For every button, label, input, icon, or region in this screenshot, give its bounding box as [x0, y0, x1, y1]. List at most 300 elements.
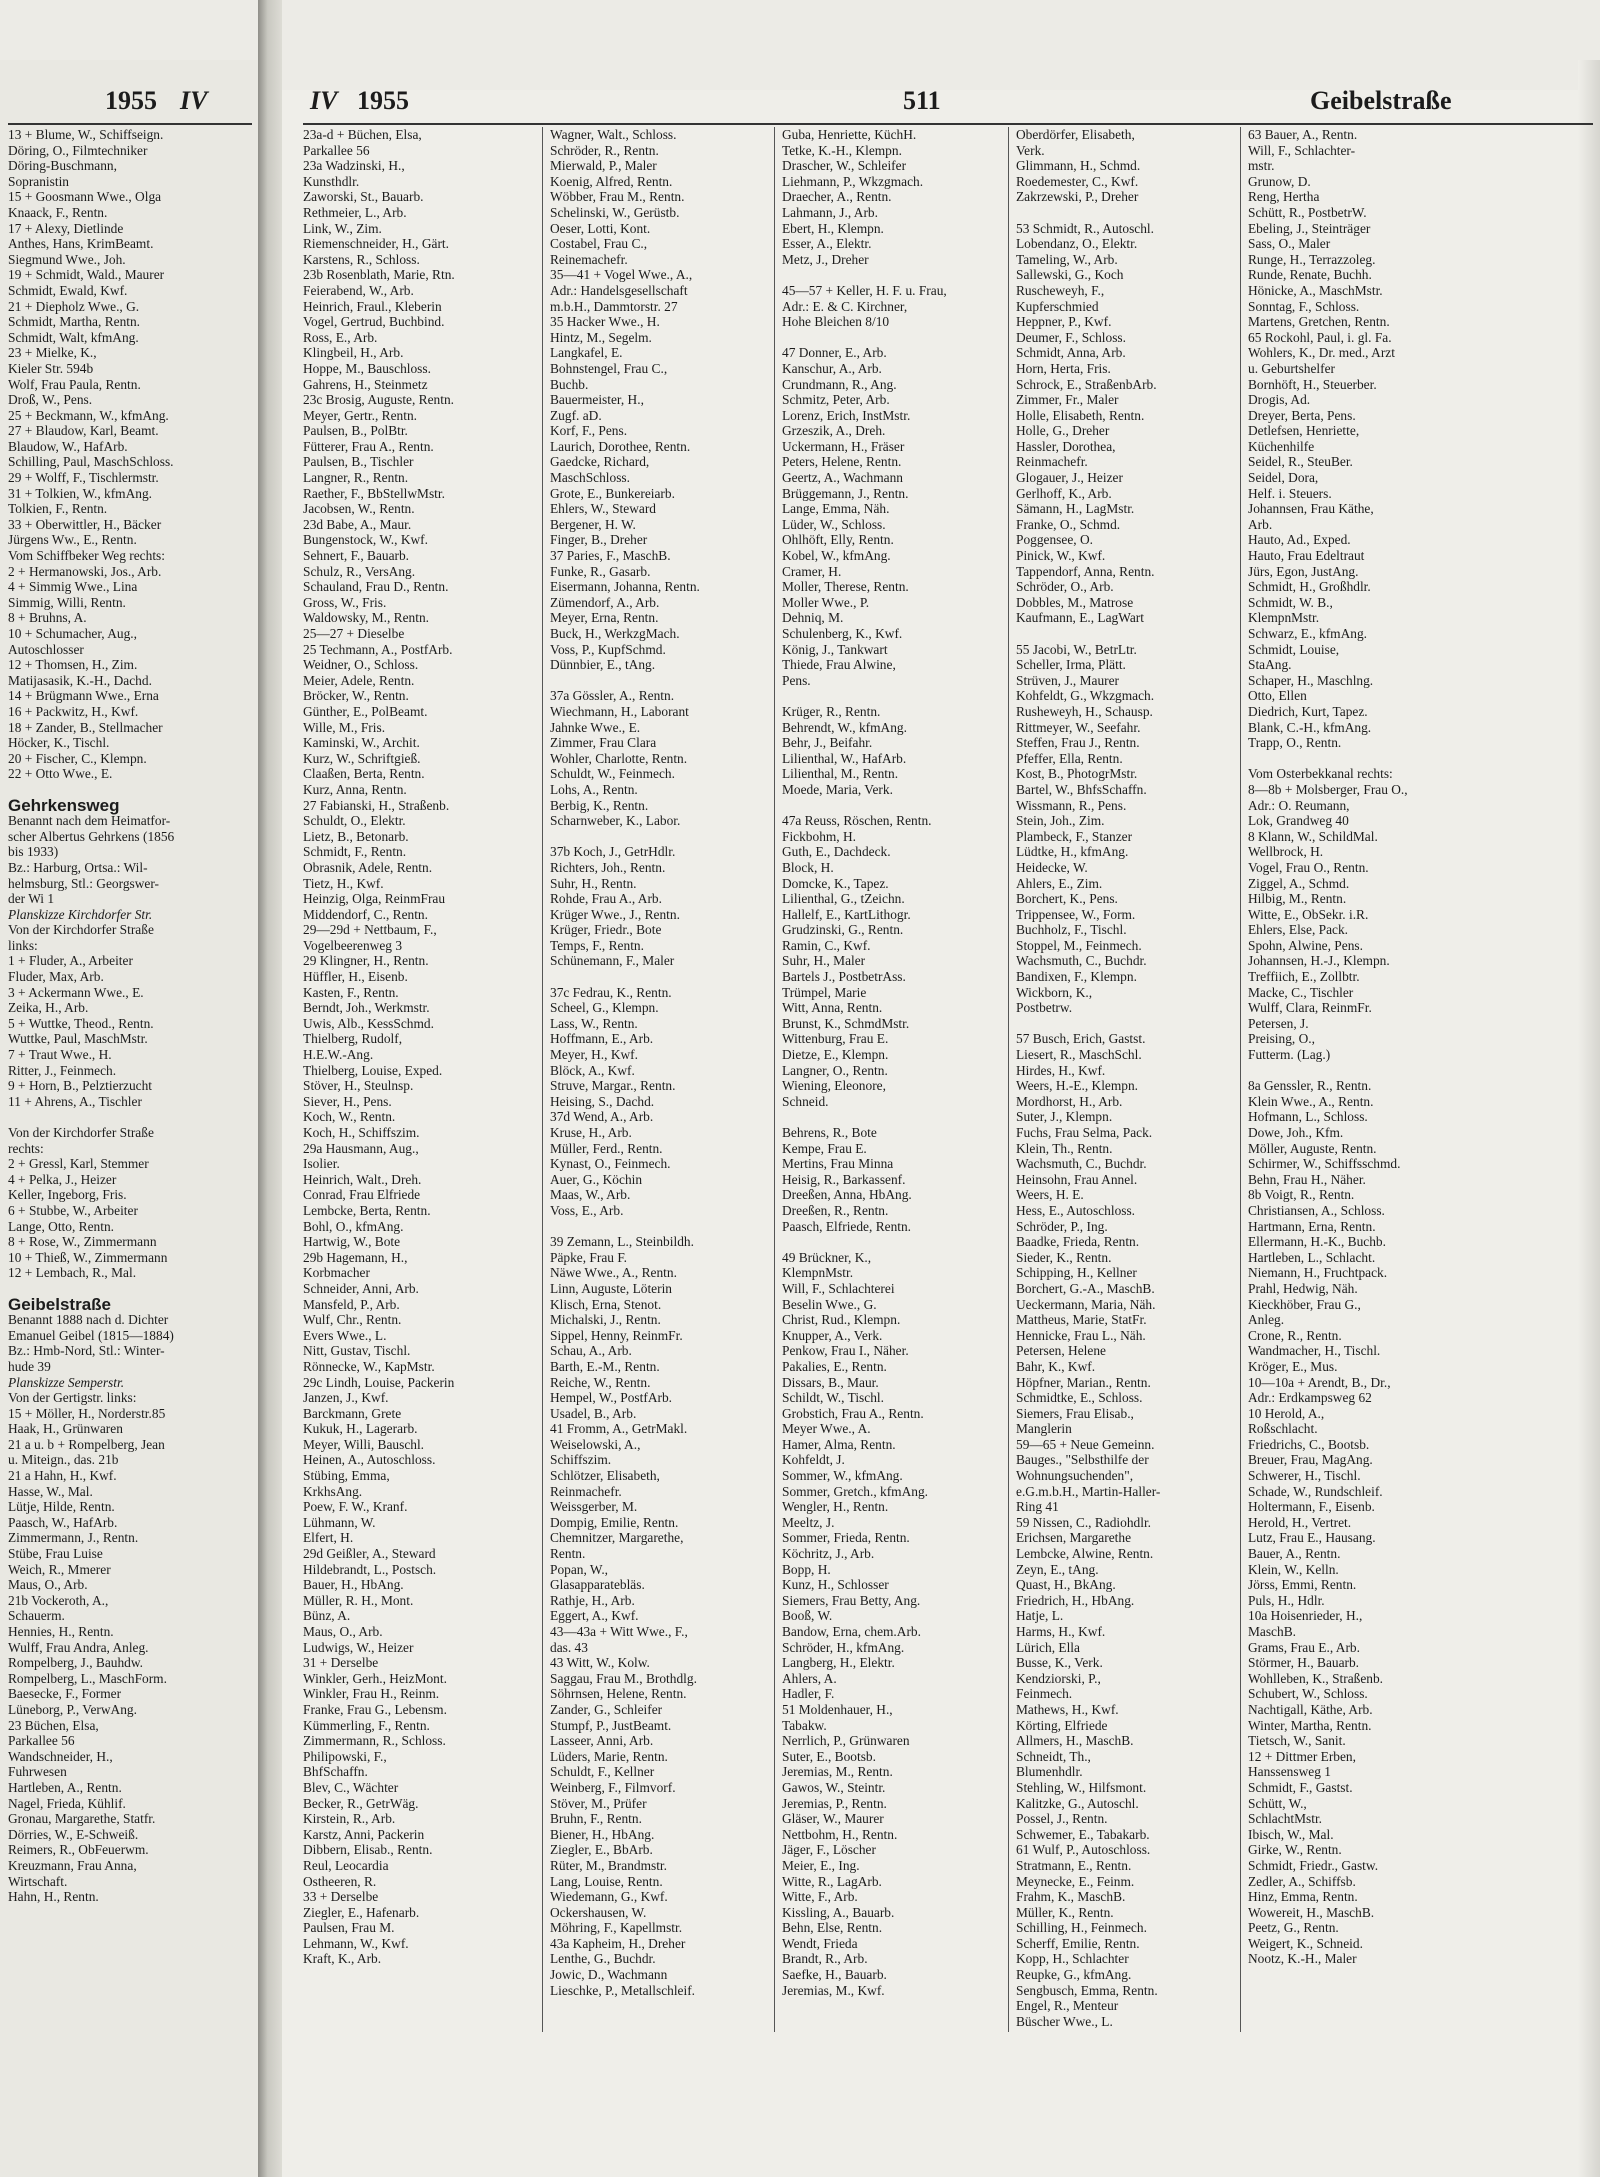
directory-entry: Zander, G., Schleifer	[550, 1701, 663, 1717]
directory-entry: 55 Jacobi, W., BetrLtr.	[1016, 641, 1137, 657]
directory-entry: Bz.: Harburg, Ortsa.: Wil-	[8, 859, 148, 875]
directory-entry: Sippel, Henny, ReinmFr.	[550, 1327, 683, 1343]
directory-entry: 37a Gössler, A., Rentn.	[550, 688, 675, 704]
directory-entry: Meyer Wwe., A.	[782, 1421, 871, 1437]
directory-entry: Krüger, R., Rentn.	[782, 703, 881, 719]
directory-entry: Buchb.	[550, 376, 589, 392]
directory-entry	[782, 1109, 992, 1125]
directory-entry: 12 + Dittmer Erben,	[1248, 1748, 1356, 1764]
directory-entry: 65 Rockohl, Paul, i. gl. Fa.	[1248, 329, 1392, 345]
directory-entry: 25 Techmann, A., PostfArb.	[303, 641, 453, 657]
directory-entry	[550, 969, 758, 985]
directory-entry: Schubert, W., Schloss.	[1248, 1686, 1368, 1702]
directory-entry: Vogelbeerenweg 3	[303, 937, 403, 953]
directory-entry: 33 + Oberwittler, H., Bäcker	[8, 516, 162, 532]
directory-entry: Chemnitzer, Margarethe,	[550, 1530, 684, 1546]
directory-entry: 29—29d + Nettbaum, F.,	[303, 922, 437, 938]
directory-entry: 41 Fromm, A., GetrMakl.	[550, 1421, 688, 1437]
directory-entry: Obrasnik, Adele, Rentn.	[303, 859, 433, 875]
directory-entry: Usadel, B., Arb.	[550, 1405, 637, 1421]
directory-entry: Witte, F., Arb.	[782, 1889, 858, 1905]
directory-entry: Petersen, Helene	[1016, 1343, 1106, 1359]
directory-entry: Witte, R., LagArb.	[782, 1873, 882, 1889]
directory-entry: 13 + Blume, W., Schiffseign.	[8, 127, 164, 142]
directory-entry: Schneid.	[782, 1093, 829, 1109]
directory-entry: 29 Klingner, H., Rentn.	[303, 953, 429, 969]
directory-entry: Heisig, R., Barkassenf.	[782, 1171, 906, 1187]
directory-entry: Jowic, D., Wachmann	[550, 1967, 668, 1983]
directory-entry: Meyer, H., Kwf.	[550, 1047, 638, 1063]
directory-entry: Kendziorski, P.,	[1016, 1670, 1101, 1686]
directory-entry: Drogis, Ad.	[1248, 392, 1311, 408]
directory-entry: Bruhn, F., Rentn.	[550, 1811, 642, 1827]
directory-entry: Futterm. (Lag.)	[1248, 1047, 1331, 1063]
directory-entry: Ritter, J., Feinmech.	[8, 1062, 117, 1078]
directory-entry: Lorenz, Erich, InstMstr.	[782, 407, 911, 423]
directory-entry: Lehmann, W., Kwf.	[303, 1935, 409, 1951]
directory-entry: 17 + Alexy, Dietlinde	[8, 220, 124, 236]
directory-entry: Dreeßen, Anna, HbAng.	[782, 1187, 912, 1203]
directory-entry: Bungenstock, W., Kwf.	[303, 532, 428, 548]
directory-entry: Autoschlosser	[8, 641, 84, 657]
directory-entry: Benannt 1888 nach d. Dichter	[8, 1312, 169, 1328]
directory-entry: Langner, R., Rentn.	[303, 470, 409, 486]
directory-entry: Schmidt, Friedr., Gastw.	[1248, 1857, 1379, 1873]
directory-entry: Dreeßen, R., Rentn.	[782, 1202, 889, 1218]
directory-entry: Strüven, J., Maurer	[1016, 672, 1120, 688]
directory-entry: Küchenhilfe	[1248, 438, 1315, 454]
directory-entry: Fuhrwesen	[8, 1764, 67, 1780]
directory-entry: Barth, E.-M., Rentn.	[550, 1358, 660, 1374]
directory-entry: Sieder, K., Rentn.	[1016, 1249, 1112, 1265]
directory-entry: Eggert, A., Kwf.	[550, 1608, 639, 1624]
directory-entry: Mansfeld, P., Arb.	[303, 1296, 400, 1312]
directory-entry: Hempel, W., PostfArb.	[550, 1390, 672, 1406]
directory-entry: Döring, O., Filmtechniker	[8, 142, 148, 158]
directory-entry: Seidel, Dora,	[1248, 470, 1319, 486]
directory-entry: Waldowsky, M., Rentn.	[303, 610, 430, 626]
directory-entry: Gahrens, H., Steinmetz	[303, 376, 428, 392]
directory-entry: Meier, Adele, Rentn.	[303, 672, 415, 688]
directory-entry: 7 + Traut Wwe., H.	[8, 1047, 112, 1063]
directory-entry: Hoffmann, E., Arb.	[550, 1031, 654, 1047]
directory-entry: Hintz, M., Segelm.	[550, 329, 652, 345]
directory-entry: BhfSchaffn.	[303, 1764, 368, 1780]
directory-entry: 8 + Bruhns, A.	[8, 610, 87, 626]
directory-entry: 21 + Diepholz Wwe., G.	[8, 298, 140, 314]
directory-entry: Müller, Ferd., Rentn.	[550, 1140, 663, 1156]
directory-entry: 47a Reuss, Röschen, Rentn.	[782, 813, 932, 829]
directory-entry: Lang, Louise, Rentn.	[550, 1873, 663, 1889]
directory-entry: 39 Zemann, L., Steinbildh.	[550, 1234, 694, 1250]
directory-entry: links:	[8, 937, 38, 953]
directory-entry: 23 Büchen, Elsa,	[8, 1717, 99, 1733]
directory-entry: Gronau, Margarethe, Statfr.	[8, 1811, 156, 1827]
directory-entry: Puls, H., Hdlr.	[1248, 1592, 1325, 1608]
directory-entry: Lahmann, J., Arb.	[782, 204, 878, 220]
directory-entry: Trippensee, W., Form.	[1016, 906, 1136, 922]
directory-entry: Funke, R., Gasarb.	[550, 563, 651, 579]
directory-entry: 27 + Blaudow, Karl, Beamt.	[8, 423, 159, 439]
directory-entry: Franke, Frau G., Lebensm.	[303, 1701, 447, 1717]
directory-entry: Stoppel, M., Feinmech.	[1016, 937, 1142, 953]
directory-entry: Nettbohm, H., Rentn.	[782, 1826, 898, 1842]
directory-entry: Manglerin	[1016, 1421, 1072, 1437]
directory-entry: 1 + Fluder, A., Arbeiter	[8, 953, 133, 969]
directory-entry: Peters, Helene, Rentn.	[782, 454, 902, 470]
directory-entry: Stöver, M., Prüfer	[550, 1795, 647, 1811]
directory-entry: Zimmermann, R., Schloss.	[303, 1733, 446, 1749]
directory-entry	[782, 798, 992, 814]
directory-entry: 22 + Otto Wwe., E.	[8, 766, 113, 782]
directory-entry: Schünemann, F., Maler	[550, 953, 675, 969]
directory-entry: Helf. i. Steuers.	[1248, 485, 1332, 501]
directory-entry: Plambeck, F., Stanzer	[1016, 828, 1133, 844]
directory-entry: Brandt, R., Arb.	[782, 1951, 868, 1967]
directory-entry: Dibbern, Elisab., Rentn.	[303, 1842, 433, 1858]
directory-entry: Kreuzmann, Frau Anna,	[8, 1857, 137, 1873]
directory-entry: Lilienthal, W., HafArb.	[782, 750, 907, 766]
directory-column-5	[1016, 127, 1226, 2029]
directory-entry: 51 Moldenhauer, H.,	[782, 1701, 893, 1717]
directory-entry: Schmidt, Walt, kfmAng.	[8, 329, 139, 345]
directory-entry: Girke, W., Rentn.	[1248, 1842, 1342, 1858]
directory-entry: Siemers, Frau Elisab.,	[1016, 1405, 1134, 1421]
directory-entry: Will, F., Schlachter-	[1248, 142, 1356, 158]
directory-entry: Runge, H., Terrazzoleg.	[1248, 251, 1376, 267]
directory-entry: Sonntag, F., Schloss.	[1248, 298, 1360, 314]
directory-entry: Schuldt, F., Kellner	[550, 1764, 655, 1780]
directory-entry: Roedemester, C., Kwf.	[1016, 173, 1139, 189]
directory-entry: Schütt, W.,	[1248, 1795, 1307, 1811]
directory-entry: Pakalies, E., Rentn.	[782, 1358, 887, 1374]
directory-entry: Verk.	[1016, 142, 1045, 158]
directory-entry: Benannt nach dem Heimatfor-	[8, 813, 171, 829]
directory-entry: Quast, H., BkAng.	[1016, 1577, 1116, 1593]
directory-entry: Moller Wwe., P.	[782, 594, 870, 610]
directory-entry: Linn, Auguste, Löterin	[550, 1280, 672, 1296]
directory-entry: Schmidt, Anna, Arb.	[1016, 345, 1126, 361]
directory-entry: Weidner, O., Schloss.	[303, 657, 419, 673]
directory-entry: Wissmann, R., Pens.	[1016, 797, 1127, 813]
directory-entry: Schwarz, E., kfmAng.	[1248, 626, 1367, 641]
directory-entry: Weers, H. E.	[1016, 1187, 1084, 1203]
directory-entry: Ehlers, W., Steward	[550, 501, 656, 517]
directory-entry: 19 + Schmidt, Wald., Maurer	[8, 267, 165, 283]
directory-entry: Behn, Else, Rentn.	[782, 1920, 883, 1936]
directory-entry: Adr.: E. & C. Kirchner,	[782, 298, 908, 314]
directory-entry: Grudzinski, G., Rentn.	[782, 922, 904, 938]
directory-entry: Scheel, G., Klempn.	[550, 1000, 659, 1016]
directory-entry: Hoppe, M., Bauschloss.	[303, 360, 431, 376]
directory-entry: Buchholz, F., Tischl.	[1016, 922, 1127, 938]
directory-entry: Bünz, A.	[303, 1608, 351, 1624]
directory-entry: Winkler, Frau H., Reinm.	[303, 1686, 440, 1702]
directory-entry: 8—8b + Molsberger, Frau O.,	[1248, 781, 1408, 797]
directory-entry: Crundmann, R., Ang.	[782, 376, 897, 392]
directory-entry: Jeremias, M., Kwf.	[782, 1982, 885, 1998]
directory-entry: Hennicke, Frau L., Näh.	[1016, 1327, 1146, 1343]
directory-entry: Franke, O., Schmd.	[1016, 516, 1121, 532]
directory-entry: Reng, Hertha	[1248, 189, 1320, 205]
directory-entry: Ehlers, Else, Pack.	[1248, 922, 1349, 938]
directory-entry: Zimmer, Frau Clara	[550, 735, 657, 751]
directory-entry: Beselin Wwe., G.	[782, 1296, 877, 1312]
directory-entry: Paasch, Elfriede, Rentn.	[782, 1218, 912, 1234]
directory-entry: Possel, J., Rentn.	[1016, 1811, 1108, 1827]
directory-entry: Krüger, Friedr., Bote	[550, 922, 662, 938]
directory-entry: Michalski, J., Rentn.	[550, 1312, 661, 1328]
directory-entry: Schmidt, F., Rentn.	[303, 844, 407, 860]
directory-entry: Wowereit, H., MaschB.	[1248, 1904, 1375, 1920]
directory-entry: 23a-d + Büchen, Elsa,	[303, 127, 422, 142]
directory-entry: Anthes, Hans, KrimBeamt.	[8, 236, 154, 252]
directory-entry: Reinmachefr.	[550, 1483, 622, 1499]
column-rule	[1008, 127, 1009, 2032]
directory-entry: 23b Rosenblath, Marie, Rtn.	[303, 267, 455, 283]
directory-entry: Weers, H.-E., Klempn.	[1016, 1078, 1139, 1094]
directory-entry: Drascher, W., Schleifer	[782, 158, 907, 174]
directory-entry: Schauland, Frau D., Rentn.	[303, 579, 449, 595]
directory-entry: 35—41 + Vogel Wwe., A.,	[550, 267, 693, 283]
directory-entry: Gawos, W., Steintr.	[782, 1779, 886, 1795]
directory-entry: Gläser, W., Maurer	[782, 1811, 884, 1827]
directory-entry: Dobbles, M., Matrose	[1016, 594, 1134, 610]
directory-entry: Behr, J., Beifahr.	[782, 735, 873, 751]
directory-entry: Kissling, A., Bauarb.	[782, 1904, 895, 1920]
directory-entry: Uckermann, H., Fräser	[782, 438, 905, 454]
directory-entry: Hartwig, W., Bote	[303, 1234, 401, 1250]
directory-entry: Borchert, G.-A., MaschB.	[1016, 1280, 1155, 1296]
directory-entry: Vom Osterbekkanal rechts:	[1248, 766, 1393, 782]
directory-entry: Ohlhöft, Elly, Rentn.	[782, 532, 894, 548]
directory-entry: Meyer, Erna, Rentn.	[550, 610, 659, 626]
directory-entry: Trümpel, Marie	[782, 984, 867, 1000]
directory-entry: 43 Witt, W., Kolw.	[550, 1655, 650, 1671]
directory-entry: 37d Wend, A., Arb.	[550, 1109, 654, 1125]
directory-entry: Rönnecke, W., KapMstr.	[303, 1358, 435, 1374]
directory-entry: KlempnMstr.	[782, 1265, 854, 1281]
directory-entry: Schiffszim.	[550, 1452, 612, 1468]
directory-entry: Wohlers, K., Dr. med., Arzt	[1248, 345, 1395, 361]
directory-entry: Kost, B., PhotogrMstr.	[1016, 766, 1138, 782]
directory-entry: Meeltz, J.	[782, 1514, 835, 1530]
directory-entry: Lange, Emma, Näh.	[782, 501, 890, 517]
directory-entry: Wiening, Eleonore,	[782, 1078, 886, 1094]
directory-entry: Voss, E., Arb.	[550, 1202, 624, 1218]
directory-entry: Guth, E., Dachdeck.	[782, 844, 891, 860]
directory-entry: Johannsen, H.-J., Klempn.	[1248, 953, 1390, 969]
directory-entry: Preising, O.,	[1248, 1031, 1315, 1047]
directory-entry: Stein, Joh., Zim.	[1016, 813, 1105, 829]
directory-entry: Scheller, Irma, Plätt.	[1016, 657, 1126, 673]
directory-entry: Hirdes, H., Kwf.	[1016, 1062, 1106, 1078]
directory-entry: Planskizze Semperstr.	[8, 1374, 125, 1390]
directory-entry	[782, 688, 992, 704]
directory-entry: Claaßen, Berta, Rentn.	[303, 766, 425, 782]
directory-entry: Mertins, Frau Minna	[782, 1156, 894, 1172]
directory-entry: Petersen, J.	[1248, 1015, 1309, 1031]
directory-entry: Mierwald, P., Maler	[550, 158, 657, 174]
directory-entry: Sengbusch, Emma, Rentn.	[1016, 1982, 1158, 1998]
directory-entry: Stehling, W., Hilfsmont.	[1016, 1779, 1147, 1795]
street-heading: Geibelstraße	[8, 1294, 111, 1314]
header-rule-right	[303, 123, 1593, 125]
directory-entry: 29b Hagemann, H.,	[303, 1249, 408, 1265]
directory-entry: Glogauer, J., Heizer	[1016, 470, 1123, 486]
directory-entry: Heising, S., Dachd.	[550, 1093, 655, 1109]
directory-entry: Schulenberg, K., Kwf.	[782, 626, 903, 641]
directory-entry: 31 + Tolkien, W., kfmAng.	[8, 485, 152, 501]
directory-entry: Trapp, O., Rentn.	[1248, 735, 1342, 751]
directory-entry: Winter, Martha, Rentn.	[1248, 1717, 1372, 1733]
directory-entry: Bauer, A., Rentn.	[1248, 1546, 1341, 1562]
directory-entry: StaAng.	[1248, 657, 1292, 673]
directory-entry: Schwerer, H., Tischl.	[1248, 1468, 1361, 1484]
directory-entry: Dörries, W., E-Schweiß.	[8, 1826, 139, 1842]
directory-entry: 37b Koch, J., GetrHdlr.	[550, 844, 676, 860]
directory-entry	[1248, 751, 1458, 767]
directory-entry: MaschB.	[1248, 1624, 1296, 1639]
directory-entry	[550, 673, 758, 689]
directory-entry: Poew, F. W., Kranf.	[303, 1499, 408, 1515]
directory-entry: Winkler, Gerh., HeizMont.	[303, 1670, 447, 1686]
directory-entry: Lutz, Frau E., Hausang.	[1248, 1530, 1376, 1546]
directory-entry: Struve, Margar., Rentn.	[550, 1078, 676, 1094]
directory-entry: 10 + Schumacher, Aug.,	[8, 626, 137, 641]
directory-entry: Ebert, H., Klempn.	[782, 220, 884, 236]
directory-entry: Bohnstengel, Frau C.,	[550, 360, 668, 376]
directory-entry: Thiede, Frau Alwine,	[782, 657, 896, 673]
directory-entry: Wohnungsuchenden",	[1016, 1468, 1134, 1484]
directory-entry: Lass, W., Rentn.	[550, 1015, 638, 1031]
directory-entry: Dompig, Emilie, Rentn.	[550, 1514, 679, 1530]
directory-entry: Schütt, R., PostbetrW.	[1248, 204, 1367, 220]
directory-entry: Schmidt, W. B.,	[1248, 594, 1333, 610]
directory-entry: Erichsen, Margarethe	[1016, 1530, 1132, 1546]
directory-entry: Fütterer, Frau A., Rentn.	[303, 438, 434, 454]
directory-entry: Saefke, H., Bauarb.	[782, 1967, 887, 1983]
directory-entry: Fickbohm, H.	[782, 828, 857, 844]
directory-entry: Suhr, H., Maler	[782, 953, 866, 969]
directory-entry: Kynast, O., Feinmech.	[550, 1156, 671, 1172]
directory-entry: Lasseer, Anni, Arb.	[550, 1733, 654, 1749]
directory-entry: 23a Wadzinski, H.,	[303, 158, 405, 174]
directory-entry: Auer, G., Köchin	[550, 1171, 643, 1187]
directory-entry: Tolkien, F., Rentn.	[8, 501, 108, 517]
directory-entry: Lok, Grandweg 40	[1248, 813, 1349, 829]
directory-entry: Simmig, Willi, Rentn.	[8, 594, 126, 610]
left-page-part: IV	[180, 86, 208, 115]
directory-entry: Korbmacher	[303, 1265, 370, 1281]
directory-entry: Kunsthdlr.	[303, 173, 360, 189]
directory-entry: Hanssensweg 1	[1248, 1764, 1331, 1780]
directory-entry: Günther, E., PolBeamt.	[303, 703, 428, 719]
directory-entry: 29a Hausmann, Aug.,	[303, 1140, 419, 1156]
directory-entry: Söhrnsen, Helene, Rentn.	[550, 1686, 687, 1702]
directory-entry	[1016, 205, 1226, 221]
directory-entry: Sallewski, G., Koch	[1016, 267, 1124, 283]
directory-entry: 10 Herold, A.,	[1248, 1405, 1325, 1421]
directory-entry: Lembcke, Berta, Rentn.	[303, 1202, 431, 1218]
directory-entry: u. Miteign., das. 21b	[8, 1452, 119, 1468]
directory-entry: Gaedcke, Richard,	[550, 454, 650, 470]
directory-entry: Höcker, K., Tischl.	[8, 735, 110, 751]
directory-entry: Paulsen, B., PolBtr.	[303, 423, 408, 439]
directory-entry: Gerlhoff, K., Arb.	[1016, 485, 1112, 501]
directory-entry: Kobel, W., kfmAng.	[782, 548, 891, 564]
directory-entry: Wolf, Frau Paula, Rentn.	[8, 376, 141, 392]
directory-entry: Baadke, Frieda, Rentn.	[1016, 1234, 1140, 1250]
directory-entry: Thielberg, Louise, Exped.	[303, 1062, 443, 1078]
directory-entry: Sommer, Frieda, Rentn.	[782, 1530, 910, 1546]
directory-entry: Wulff, Clara, ReinmFr.	[1248, 1000, 1372, 1016]
directory-entry: Wickborn, K.,	[1016, 984, 1093, 1000]
directory-entry: Droß, W., Pens.	[8, 392, 93, 408]
directory-entry: Kalitzke, G., Autoschl.	[1016, 1795, 1139, 1811]
directory-entry: Holtermann, F., Eisenb.	[1248, 1499, 1375, 1515]
directory-entry: Rentn.	[550, 1546, 586, 1562]
directory-entry: Deumer, F., Schloss.	[1016, 329, 1126, 345]
directory-entry: Ziegler, E., BbArb.	[550, 1842, 653, 1858]
page-edge	[1578, 60, 1600, 2177]
directory-entry: Mathews, H., Kwf.	[1016, 1701, 1119, 1717]
directory-entry: Klein, Th., Rentn.	[1016, 1140, 1113, 1156]
directory-entry: Berbig, K., Rentn.	[550, 797, 649, 813]
directory-entry: Prahl, Hedwig, Näh.	[1248, 1280, 1358, 1296]
directory-entry: Kempe, Frau E.	[782, 1140, 867, 1156]
directory-entry: Höpfner, Marian., Rentn.	[1016, 1374, 1151, 1390]
right-page-year: 1955	[357, 86, 409, 115]
directory-entry: Penkow, Frau I., Näher.	[782, 1343, 909, 1359]
directory-entry: Domcke, K., Tapez.	[782, 875, 889, 891]
directory-entry: Gross, W., Fris.	[303, 594, 387, 610]
directory-entry: Stratmann, E., Rentn.	[1016, 1857, 1132, 1873]
directory-entry: Wandschneider, H.,	[8, 1748, 113, 1764]
directory-entry: Heidecke, W.	[1016, 859, 1088, 875]
directory-entry: Treffiich, E., Zollbtr.	[1248, 969, 1360, 985]
directory-entry	[782, 1234, 992, 1250]
directory-entry: Jeremias, P., Rentn.	[782, 1795, 887, 1811]
directory-entry: 8a Genssler, R., Rentn.	[1248, 1078, 1372, 1094]
directory-entry: Ring 41	[1016, 1499, 1059, 1515]
directory-entry: Macke, C., Tischler	[1248, 984, 1354, 1000]
directory-entry: Jäger, F., Löscher	[782, 1842, 876, 1858]
directory-entry: Harms, H., Kwf.	[1016, 1624, 1106, 1639]
directory-entry: Körting, Elfriede	[1016, 1717, 1108, 1733]
directory-entry: Kohfeldt, J.	[782, 1452, 845, 1468]
directory-entry: 20 + Fischer, C., Klempn.	[8, 750, 147, 766]
directory-entry: Blev, C., Wächter	[303, 1779, 399, 1795]
directory-entry: Behn, Frau H., Näher.	[1248, 1171, 1366, 1187]
directory-entry: Diedrich, Kurt, Tapez.	[1248, 703, 1368, 719]
directory-entry: Friedrichs, C., Bootsb.	[1248, 1436, 1370, 1452]
directory-entry: Zedler, A., Schiffsb.	[1248, 1873, 1356, 1889]
directory-entry: 10a Hoisenrieder, H.,	[1248, 1608, 1363, 1624]
directory-entry: Kirstein, R., Arb.	[303, 1811, 396, 1827]
directory-entry: Bz.: Hmb-Nord, Stl.: Winter-	[8, 1343, 165, 1359]
directory-entry: Esser, A., Elektr.	[782, 236, 872, 252]
directory-entry: KlempnMstr.	[1248, 610, 1320, 626]
directory-entry: Schilling, H., Feinmech.	[1016, 1920, 1147, 1936]
directory-entry: Vom Schiffbeker Weg rechts:	[8, 548, 165, 564]
directory-entry: Krüger Wwe., J., Rentn.	[550, 906, 680, 922]
directory-entry: 25—27 + Dieselbe	[303, 626, 405, 641]
directory-entry: Frahm, K., MaschB.	[1016, 1889, 1126, 1905]
directory-entry: Möhring, F., Kapellmstr.	[550, 1920, 683, 1936]
directory-entry: Ludwigs, W., Heizer	[303, 1639, 414, 1655]
directory-entry: Schuldt, W., Feinmech.	[550, 766, 675, 782]
